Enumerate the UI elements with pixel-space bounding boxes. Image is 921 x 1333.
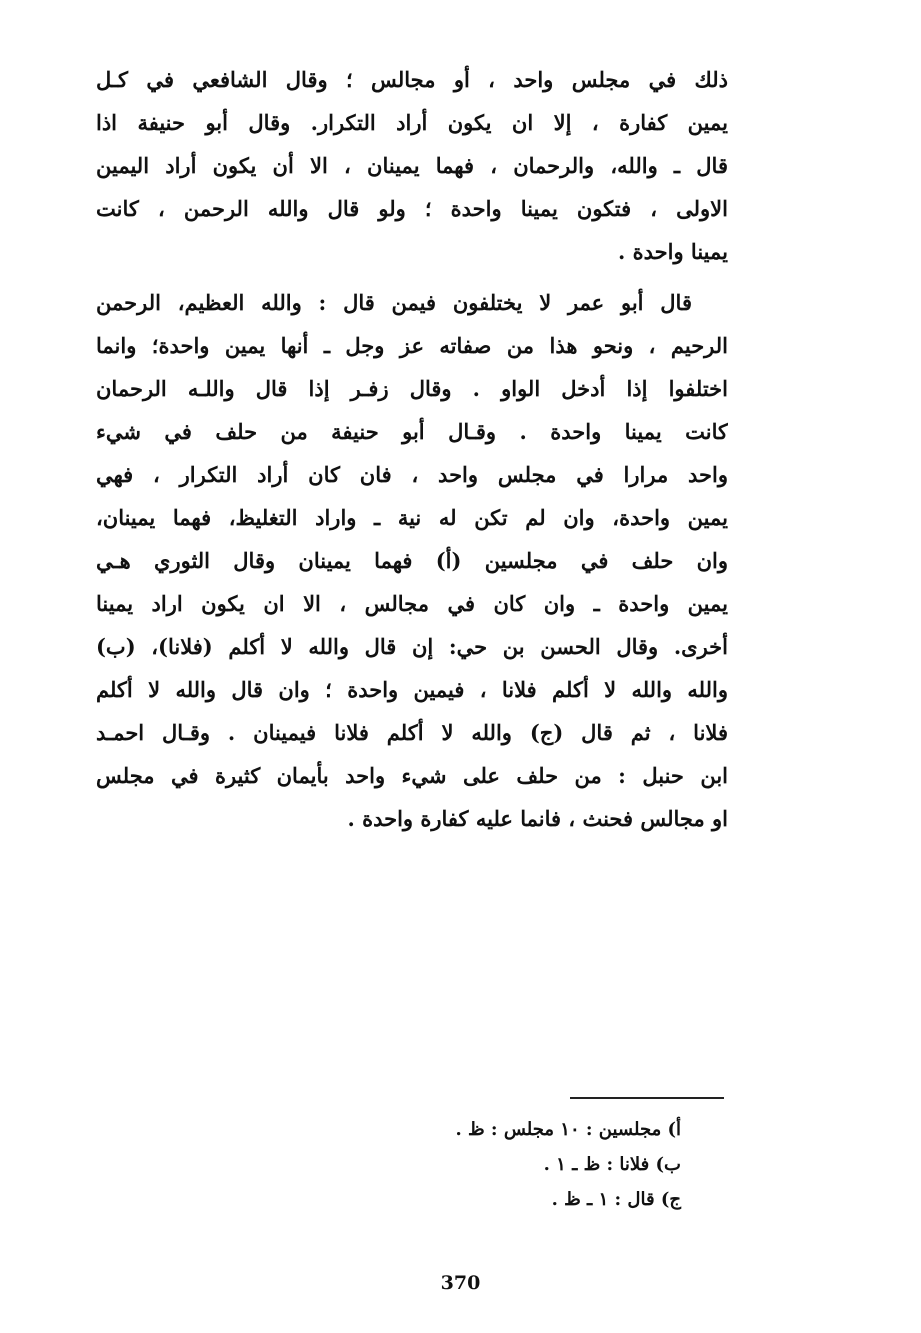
text-line: ابن حنبل : من حلف على شيء واحد بأيمان كثيرة في مجلس — [96, 763, 728, 788]
text-line: فلانا ، ثم قال (ج) والله لا أكلم فلانا فيمينان . وقـال احمـد — [96, 720, 728, 745]
text-line: يمين كفارة ، إلا ان يكون أراد التكرار. وقال أبو حنيفة اذا — [96, 110, 728, 135]
footnote-divider — [570, 1097, 724, 1099]
text-line: والله والله لا أكلم فلانا ، فيمين واحدة ؛ وان قال والله لا أكلم — [96, 677, 728, 702]
text-line: او مجالس فحنث ، فانما عليه كفارة واحدة . — [347, 806, 728, 831]
footnotes — [361, 1112, 681, 1217]
text-line: وان حلف في مجلسين (أ) فهما يمينان وقال الثوري هـي — [96, 548, 728, 573]
footnote-item: ب) فلانا : ظ ـ ١ . — [543, 1154, 681, 1175]
text-line: الاولى ، فتكون يمينا واحدة ؛ ولو قال والله الرحمن ، كانت — [96, 196, 728, 221]
text-line: كانت يمينا واحدة . وقـال أبو حنيفة من حلف في شيء — [96, 419, 728, 444]
footnote-item: ج) قال : ١ ـ ظ . — [551, 1189, 681, 1210]
text-line: قال أبو عمر لا يختلفون فيمن قال : والله العظيم، الرحمن — [96, 290, 692, 315]
paragraph-gap — [96, 273, 728, 281]
text-line: واحد مرارا في مجلس واحد ، فان كان أراد التكرار ، فهي — [96, 462, 728, 487]
main-text — [96, 58, 728, 840]
footnote-item: أ) مجلسين : ١٠ مجلس : ظ . — [455, 1119, 681, 1140]
text-line: أخرى. وقال الحسن بن حي: إن قال والله لا أكلم (فلانا)، (ب) — [96, 634, 728, 659]
paragraph-1 — [96, 58, 728, 273]
text-line: يمين واحدة، وان لم تكن له نية ـ واراد التغليظ، فهما يمينان، — [96, 505, 728, 530]
text-line: الرحيم ، ونحو هذا من صفاته عز وجل ـ أنها يمين واحدة؛ وانما — [96, 333, 728, 358]
text-line: قال ـ والله، والرحمان ، فهما يمينان ، الا أن يكون أراد اليمين — [96, 153, 728, 178]
text-line: يمين واحدة ـ وان كان في مجالس ، الا ان يكون اراد يمينا — [96, 591, 728, 616]
paragraph-2 — [96, 281, 728, 840]
text-line: ذلك في مجلس واحد ، أو مجالس ؛ وقال الشافعي في كـل — [96, 67, 728, 92]
text-line: يمينا واحدة . — [618, 239, 728, 264]
text-line: اختلفوا إذا أدخل الواو . وقال زفـر إذا قال واللـه الرحمان — [96, 376, 728, 401]
page-number: 370 — [440, 1272, 481, 1294]
